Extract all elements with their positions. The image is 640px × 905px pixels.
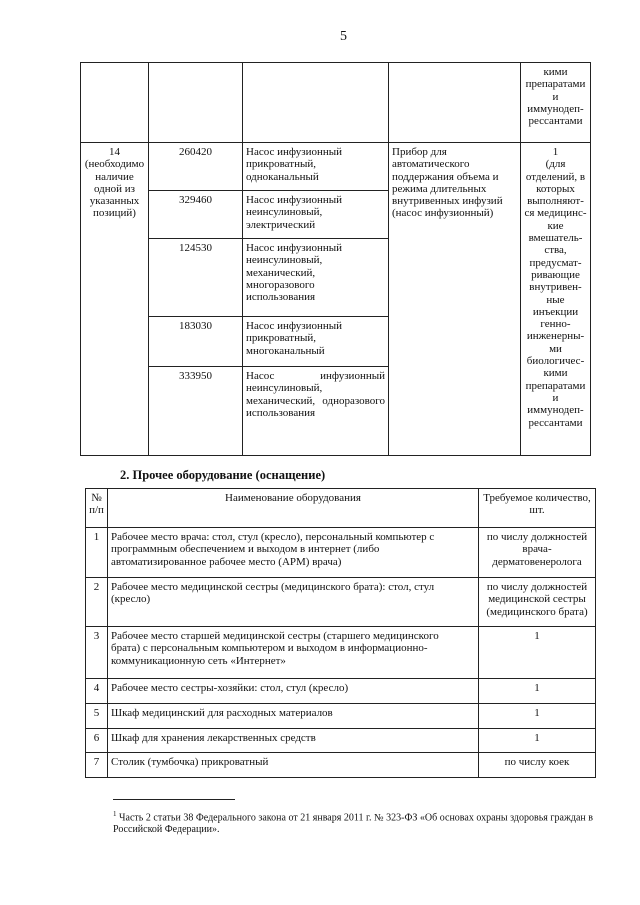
equipment-name: Шкаф для хранения лекарственных средств	[108, 729, 479, 753]
row-number: 4	[86, 679, 108, 704]
equipment-name: Шкаф медицинский для расходных материалов	[108, 704, 479, 729]
row-number: 1	[86, 528, 108, 578]
footnote-marker: 1	[113, 810, 117, 818]
equipment-name: Рабочее место сестры-хозяйки: стол, стул (кресло)	[108, 679, 479, 704]
row-number: 2	[86, 578, 108, 627]
required-quantity: по числу должностей медицинской сестры (медицинского брата)	[479, 578, 596, 627]
equipment-name: Рабочее место старшей медицинской сестры (старшего медицинского брата) с персональным компьютером и выходом в информационно- коммуникационную сеть «Интернет»	[108, 627, 479, 679]
required-quantity: 1	[479, 704, 596, 729]
name-cell: Насос инфузионный прикроватный, одноканальный	[243, 143, 389, 191]
header-num: № п/п	[86, 489, 108, 528]
table-row	[86, 679, 596, 704]
code-cell: 333950	[149, 367, 243, 456]
required-quantity: 1	[479, 729, 596, 753]
code-cell: 329460	[149, 191, 243, 239]
quantity-cell: 1 (для отделений, в которых выполняют- ся медицинс- кие вмешатель- ства, предусмат- ривающие внутривен- ные инъекции генно- инженерны- ми биологичес- кими препаратами и иммунодеп- рессантами	[521, 143, 591, 456]
table-row	[81, 143, 591, 191]
footnote-divider	[113, 799, 235, 800]
other-equipment-table	[85, 488, 596, 778]
name-cell: Насос инфузионный неинсулиновый, механический, многоразового использования	[243, 239, 389, 317]
name-cell: Насос инфузионный прикроватный, многоканальный	[243, 317, 389, 367]
header-qty: Требуемое количество, шт.	[479, 489, 596, 528]
required-quantity: по числу коек	[479, 753, 596, 778]
row-number: 3	[86, 627, 108, 679]
row-number: 6	[86, 729, 108, 753]
footnote	[113, 808, 593, 836]
quantity-cell: кими препаратами и иммунодеп- рессантами	[521, 63, 591, 143]
row-number: 7	[86, 753, 108, 778]
table-row	[86, 627, 596, 679]
table-row	[86, 528, 596, 578]
required-quantity: по числу должностей врача- дерматовенеролога	[479, 528, 596, 578]
code-cell: 183030	[149, 317, 243, 367]
table-row	[86, 704, 596, 729]
equipment-table-continued	[80, 62, 591, 456]
equipment-name: Рабочее место медицинской сестры (медицинского брата): стол, стул (кресло)	[108, 578, 479, 627]
equipment-name: Столик (тумбочка) прикроватный	[108, 753, 479, 778]
row-number: 5	[86, 704, 108, 729]
equipment-name: Рабочее место врача: стол, стул (кресло), персональный компьютер с программным обеспечением и выходом в интернет (либо автоматизированное рабочее место (АРМ) врача)	[108, 528, 479, 578]
position-number: 14 (необходимо наличие одной из указанных позиций)	[81, 143, 149, 456]
code-cell: 260420	[149, 143, 243, 191]
footnote-text: Часть 2 статьи 38 Федерального закона от 21 января 2011 г. № 323-ФЗ «Об основах охраны здоровья граждан в Российской Федерации».	[113, 812, 593, 836]
name-cell: Насос инфузионный неинсулиновый, электрический	[243, 191, 389, 239]
header-name: Наименование оборудования	[108, 489, 479, 528]
table-row	[86, 729, 596, 753]
required-quantity: 1	[479, 627, 596, 679]
page-number: 5	[340, 29, 347, 44]
table-row	[81, 63, 591, 143]
table-row	[86, 578, 596, 627]
table-header-row	[86, 489, 596, 528]
name-cell: Насос инфузионный неинсулиновый, механический, одноразового использования	[243, 367, 389, 456]
table-row	[86, 753, 596, 778]
code-cell: 124530	[149, 239, 243, 317]
description-cell: Прибор для автоматического поддержания объема и режима длительных внутривенных инфузий (насос инфузионный)	[389, 143, 521, 456]
section-heading: 2. Прочее оборудование (оснащение)	[120, 468, 326, 482]
required-quantity: 1	[479, 679, 596, 704]
